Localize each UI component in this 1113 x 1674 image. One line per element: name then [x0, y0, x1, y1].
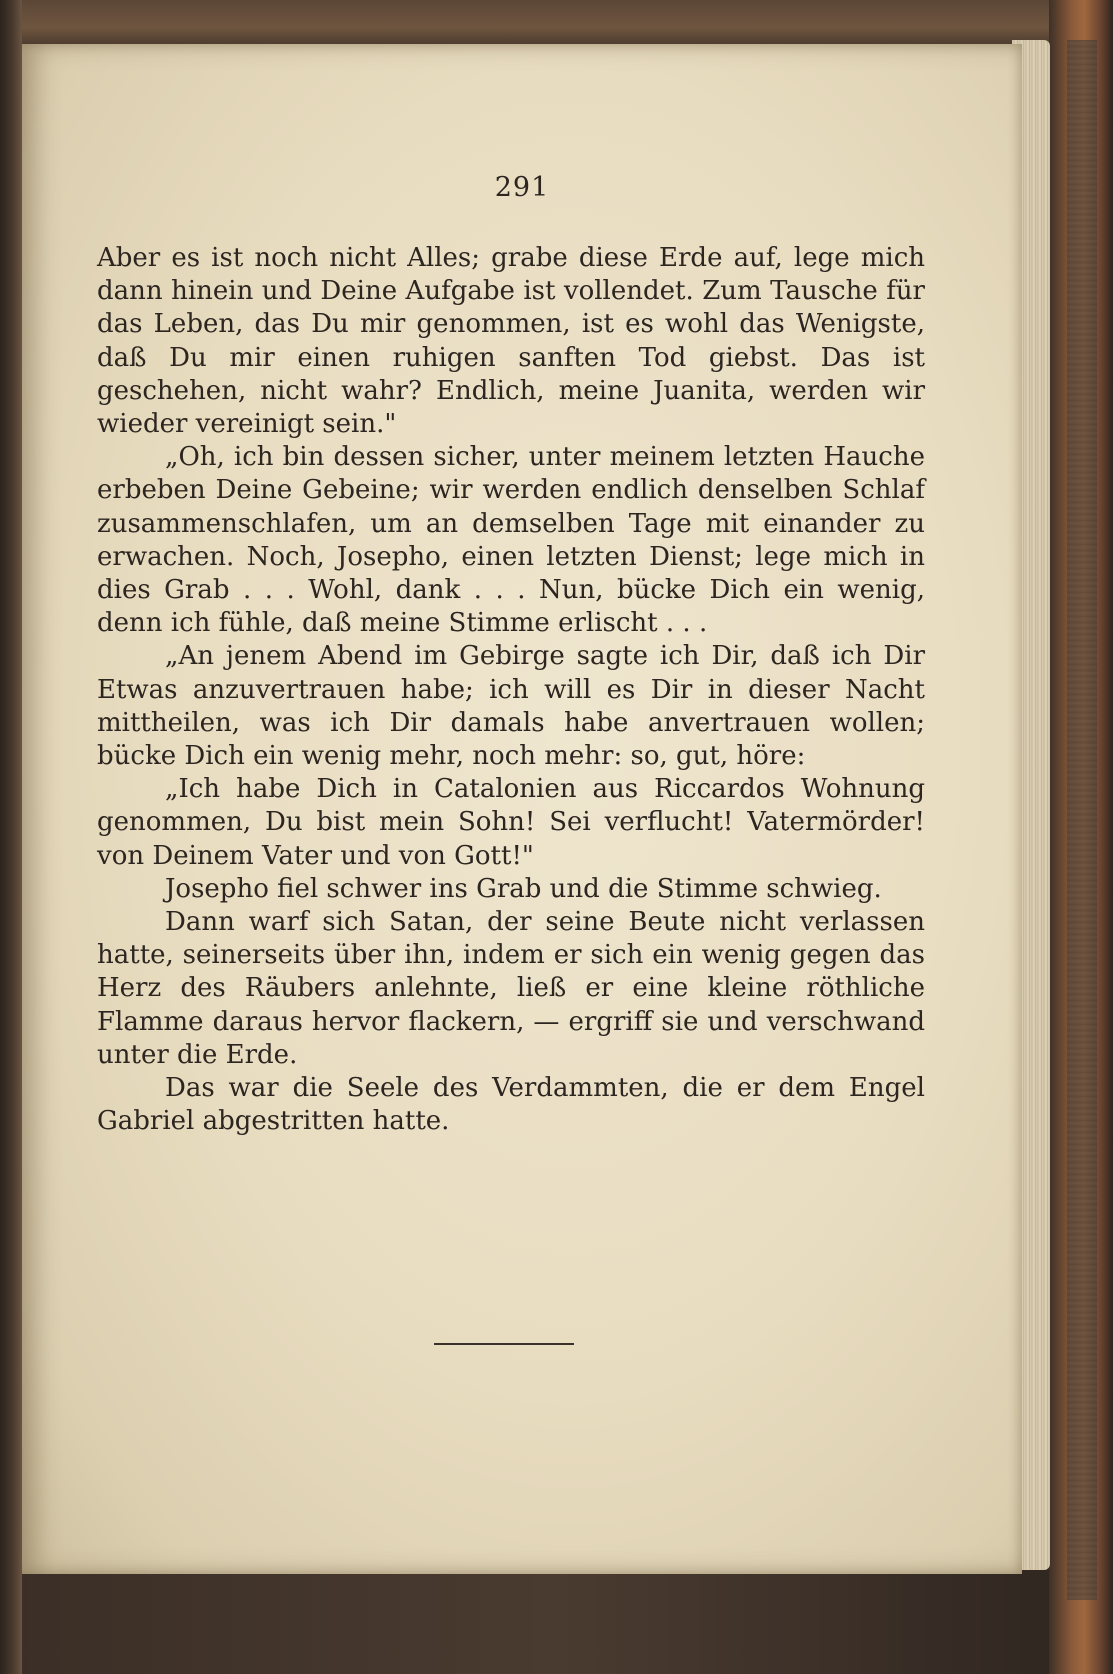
paragraph-1: Aber es ist noch nicht Alles; grabe diese Erde auf, lege mich dann hinein und Deine Aufgabe ist vollendet. Zum Tausche für das Leben, das Du mir genommen, ist es wohl das Wenigste, daß Du mir einen ruhigen sanften Tod giebst. Das ist geschehen, nicht wahr? Endlich, meine Juanita, werden wir wieder vereinigt sein.": [97, 243, 925, 440]
paragraph-2: „Oh, ich bin dessen sicher, unter meinem letzten Hauche erbeben Deine Gebeine; wir werden endlich denselben Schlaf zusammenschlafen, um an demselben Tage mit einander zu erwachen. Noch, Josepho, einen letzten Dienst; lege mich in dies Grab . . . Wohl, dank . . . Nun, bücke Dich ein wenig, denn ich fühle, daß meine Stimme erlischt . . .: [97, 442, 925, 639]
book-spine-edge: [0, 0, 22, 1674]
page-text: [97, 242, 925, 1138]
cover-cloth-texture: [1067, 40, 1097, 1600]
end-rule: [434, 1343, 574, 1345]
page-number: 291: [494, 172, 550, 203]
paragraph-7: Das war die Seele des Verdammten, die er dem Engel Gabriel abgestritten hatte.: [97, 1073, 925, 1137]
book-cover-right: [1049, 0, 1113, 1674]
paragraph-4: „Ich habe Dich in Catalonien aus Riccardos Wohnung genommen, Du bist mein Sohn! Sei verflucht! Vatermörder! von Deinem Vater und von Gott!": [97, 774, 925, 871]
book-page: [22, 44, 1022, 1574]
paragraph-6: Dann warf sich Satan, der seine Beute nicht verlassen hatte, seinerseits über ihn, indem er sich ein wenig gegen das Herz des Räubers anlehnte, ließ er eine kleine röthliche Flamme daraus hervor flackern, — ergriff sie und verschwand unter die Erde.: [97, 907, 925, 1070]
book-cover-top: [0, 0, 1113, 46]
paragraph-5: Josepho fiel schwer ins Grab und die Stimme schwieg.: [165, 873, 882, 904]
paragraph-3: „An jenem Abend im Gebirge sagte ich Dir, daß ich Dir Etwas anzuvertrauen habe; ich will es Dir in dieser Nacht mittheilen, was ich Dir damals habe anvertrauen wollen; bücke Dich ein wenig mehr, noch mehr: so, gut, höre:: [97, 641, 925, 772]
